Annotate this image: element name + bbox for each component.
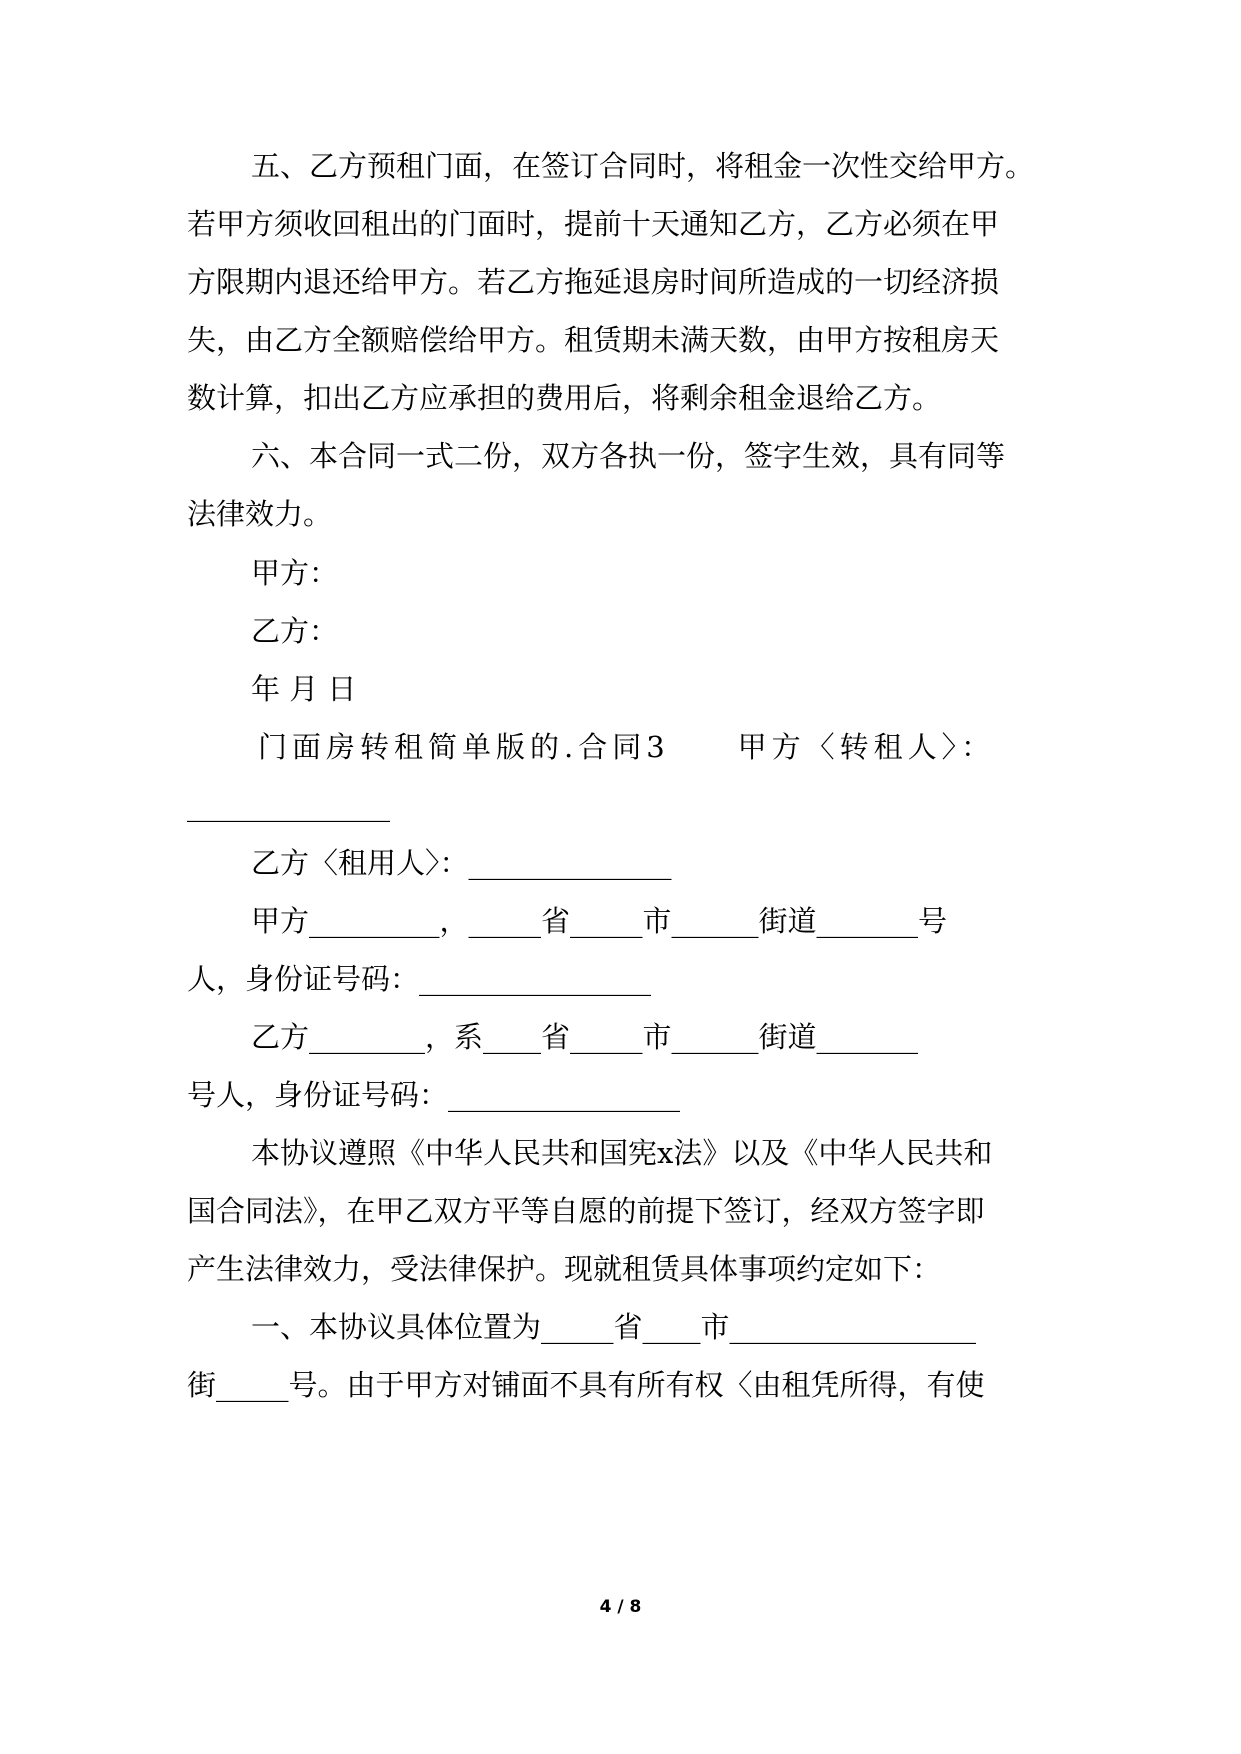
party-b-signature-label: 乙方：	[251, 614, 339, 648]
date-label: 年 月 日	[251, 672, 357, 706]
paragraph-5-line-2: 若甲方须收回租出的门面时，提前十天通知乙方，乙方必须在甲	[187, 207, 1000, 241]
party-b-address-line-2: 号人，身份证号码：________________	[187, 1078, 681, 1112]
clause-1-line-2: 街_____号。由于甲方对铺面不具有所有权〈由租凭所得，有使	[187, 1368, 985, 1402]
preamble-line-1: 本协议遵照《中华人民共和国宪x法》以及《中华人民共和	[251, 1136, 993, 1170]
party-a-address-line-1: 甲方_________，_____省_____市______街道_______号	[251, 904, 948, 938]
party-b-address-line-1: 乙方________，系____省_____市______街道_______	[251, 1020, 919, 1054]
paragraph-6-line-2: 法律效力。	[187, 497, 333, 531]
lessee-line: 乙方〈租用人〉：______________	[251, 846, 672, 880]
contract-3-heading: 门面房转租简单版的.合同3 甲方〈转租人〉：	[258, 730, 996, 764]
paragraph-5-line-5: 数计算，扣出乙方应承担的费用后，将剩余租金退给乙方。	[187, 381, 942, 415]
party-a-signature-label: 甲方：	[251, 556, 339, 590]
party-a-address-line-2: 人，身份证号码：________________	[187, 962, 652, 996]
paragraph-5-line-4: 失，由乙方全额赔偿给甲方。租赁期未满天数，由甲方按租房天	[187, 323, 1000, 357]
lessor-blank-line: ______________	[187, 788, 390, 822]
paragraph-5-line-3: 方限期内退还给甲方。若乙方拖延退房时间所造成的一切经济损	[187, 265, 1000, 299]
paragraph-5-line-1: 五、乙方预租门面，在签订合同时，将租金一次性交给甲方。	[251, 149, 1035, 183]
clause-1-line-1: 一、本协议具体位置为_____省____市_________________	[251, 1310, 977, 1344]
paragraph-6-line-1: 六、本合同一式二份，双方各执一份，签字生效，具有同等	[251, 439, 1006, 473]
preamble-line-3: 产生法律效力，受法律保护。现就租赁具体事项约定如下：	[187, 1252, 942, 1286]
preamble-line-2: 国合同法》，在甲乙双方平等自愿的前提下签订，经双方签字即	[187, 1194, 985, 1228]
page-number: 4 / 8	[599, 1597, 642, 1617]
